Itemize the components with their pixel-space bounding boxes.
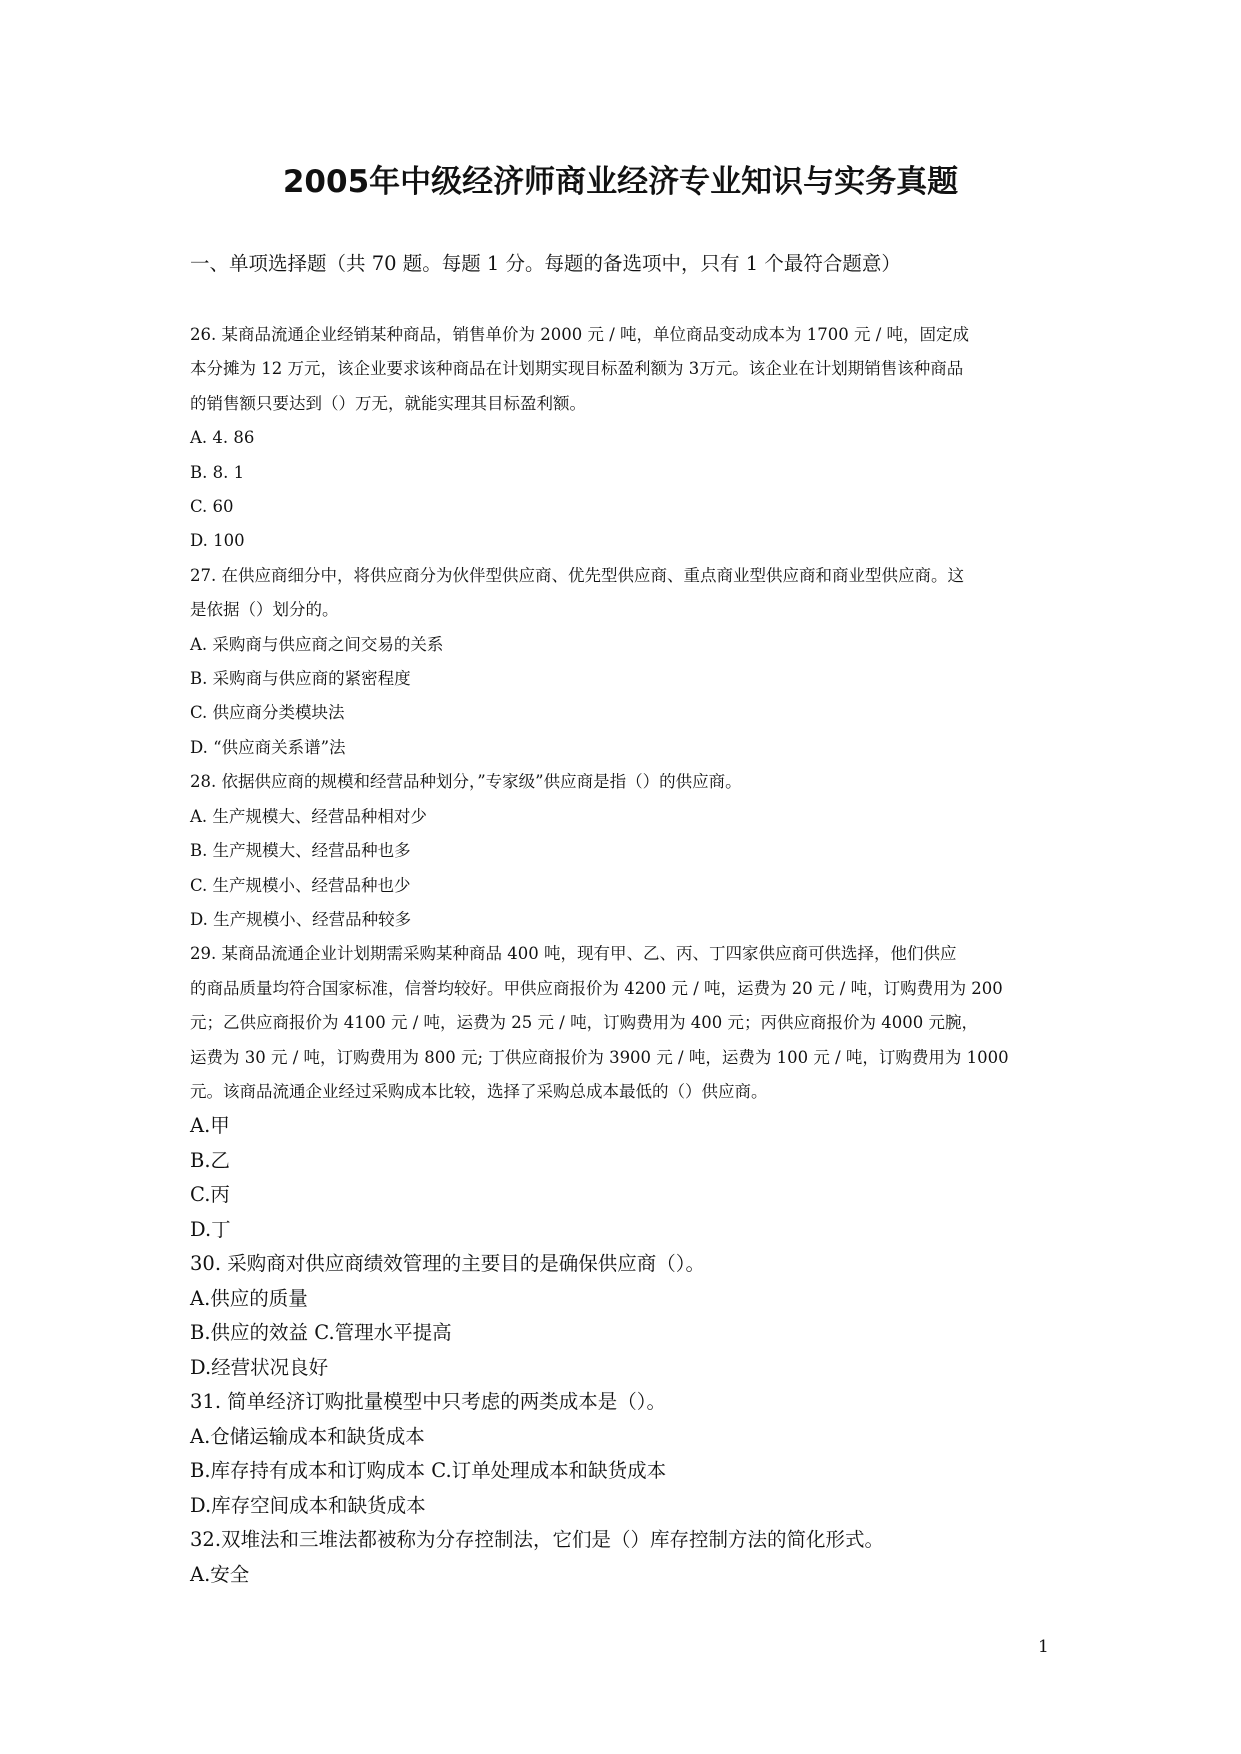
section-heading: 一、单项选择题（共 70 题。每题 1 分。每题的备选项中，只有 1 个最符合题意） (190, 252, 901, 275)
question-31-option-a: A.仓储运输成本和缺货成本 (190, 1424, 425, 1448)
question-29-option-a: A.甲 (190, 1114, 230, 1137)
question-27-option-a: A. 采购商与供应商之间交易的关系 (190, 634, 444, 654)
question-27-stem-line-2: 是依据（）划分的。 (190, 600, 339, 620)
question-29-stem-line-4: 运费为 30 元 / 吨，订购费用为 800 元; 丁供应商报价为 3900 元 / 吨，运费为 100 元 / 吨，订购费用为 1000 (190, 1047, 1009, 1067)
question-27-option-c: C. 供应商分类模块法 (190, 703, 345, 723)
question-28-option-b: B. 生产规模大、经营品种也多 (190, 841, 411, 861)
question-29-option-b: B.乙 (190, 1148, 231, 1172)
question-28-option-c: C. 生产规模小、经营品种也少 (190, 875, 411, 895)
question-26-option-c: C. 60 (190, 497, 234, 517)
question-28-option-d: D. 生产规模小、经营品种较多 (190, 909, 412, 929)
question-28-option-a: A. 生产规模大、经营品种相对少 (190, 806, 427, 826)
question-29-stem-line-2: 的商品质量均符合国家标准，信誉均较好。甲供应商报价为 4200 元 / 吨，运费为 20 元 / 吨，订购费用为 200 (190, 978, 1003, 998)
question-28-stem-line-1: 28. 依据供应商的规模和经营品种划分，”专家级”供应商是指（）的供应商。 (190, 772, 742, 792)
question-30-option-d: D.经营状况良好 (190, 1355, 329, 1379)
question-27-stem-line-1: 27. 在供应商细分中，将供应商分为伙伴型供应商、优先型供应商、重点商业型供应商和商业型供应商。这 (190, 565, 964, 585)
question-32-option-a: A.安全 (190, 1562, 250, 1586)
question-29-stem-line-5: 元。该商品流通企业经过采购成本比较，选择了采购总成本最低的（）供应商。 (190, 1081, 768, 1101)
question-31-stem: 31. 简单经济订购批量模型中只考虑的两类成本是（）。 (190, 1390, 666, 1413)
question-30-option-a: A.供应的质量 (190, 1286, 308, 1310)
question-31-option-d: D.库存空间成本和缺货成本 (190, 1493, 426, 1517)
question-27-option-b: B. 采购商与供应商的紧密程度 (190, 669, 411, 689)
question-29-option-d: D.丁 (190, 1217, 231, 1241)
question-30-stem: 30. 采购商对供应商绩效管理的主要目的是确保供应商（）。 (190, 1252, 705, 1275)
question-30-option-b-c: B.供应的效益 C.管理水平提高 (190, 1321, 452, 1344)
question-26-option-b: B. 8. 1 (190, 462, 245, 482)
question-26-stem-line-2: 本分摊为 12 万元，该企业要求该种商品在计划期实现目标盈利额为 3万元。该企业在计划期销售该种商品 (190, 359, 964, 379)
page-title: 2005年中级经济师商业经济专业知识与实务真题 (282, 164, 959, 200)
question-list-large-print (190, 1109, 1070, 1592)
question-29-option-c: C.丙 (190, 1183, 230, 1206)
question-29-stem-line-3: 元；乙供应商报价为 4100 元 / 吨，运费为 25 元 / 吨，订购费用为 400 元；丙供应商报价为 4000 元腕， (190, 1013, 979, 1033)
question-29-stem-line-1: 29. 某商品流通企业计划期需采购某种商品 400 吨，现有甲、乙、丙、丁四家供应商可供选择，他们供应 (190, 944, 957, 964)
question-26-stem-line-3: 的销售额只要达到（）万无，就能实理其目标盈利额。 (190, 393, 586, 413)
question-31-option-b-c: B.库存持有成本和订购成本 C.订单处理成本和缺货成本 (190, 1459, 667, 1482)
page-number: 1 (1038, 1637, 1049, 1657)
question-32-stem: 32.双堆法和三堆法都被称为分存控制法，它们是（）库存控制方法的简化形式。 (190, 1528, 885, 1551)
question-26-option-a: A. 4. 86 (190, 428, 255, 448)
question-list-small-print (190, 318, 1070, 1109)
question-26-stem-line-1: 26. 某商品流通企业经销某种商品，销售单价为 2000 元 / 吨，单位商品变动成本为 1700 元 / 吨，固定成 (190, 325, 970, 344)
question-27-option-d: D. “供应商关系谱”法 (190, 737, 346, 757)
question-26-option-d: D. 100 (190, 531, 245, 551)
